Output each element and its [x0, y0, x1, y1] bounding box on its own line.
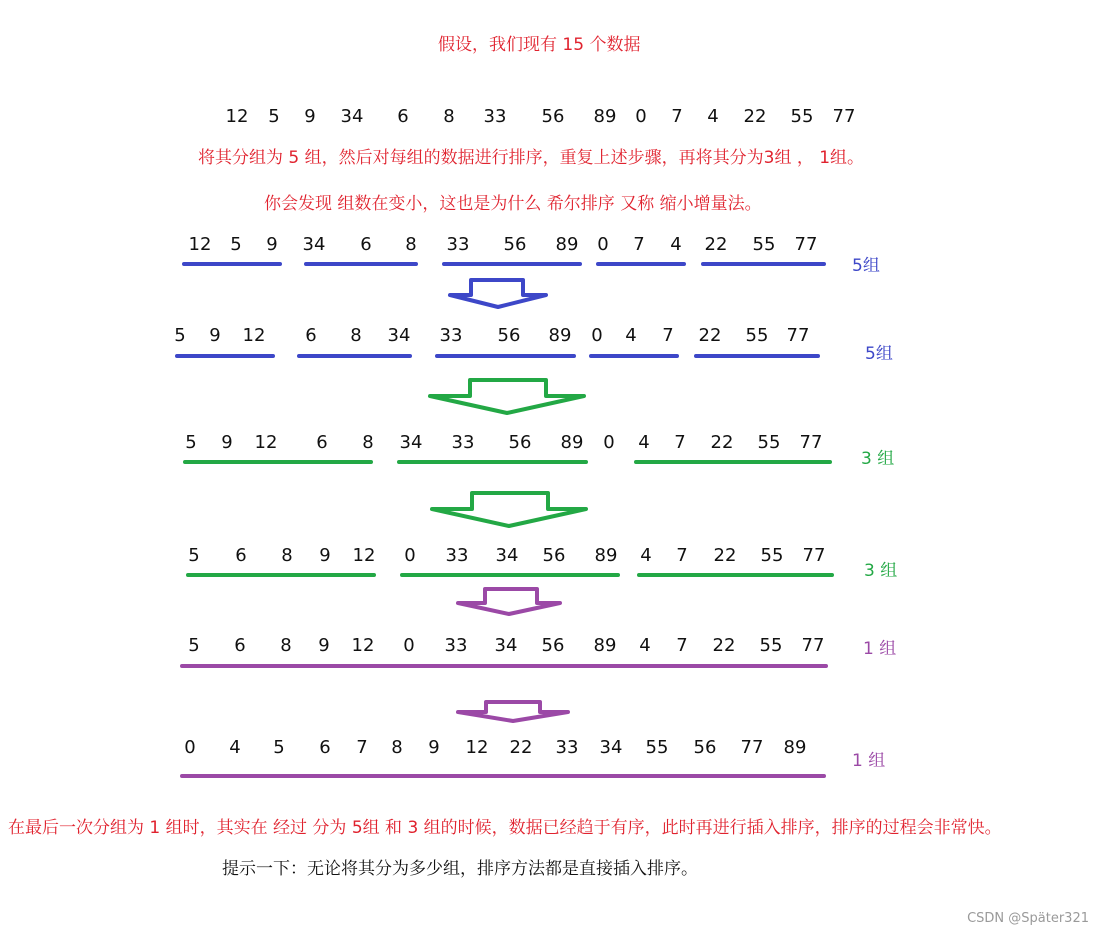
row-0-number: 9: [304, 106, 316, 127]
row-6-number: 34: [599, 737, 623, 758]
group-count-label: 1 组: [863, 639, 897, 659]
row-5-number: 22: [712, 635, 736, 656]
row-5-number: 7: [676, 635, 688, 656]
row-3-number: 6: [316, 432, 328, 453]
row-0-number: 77: [832, 106, 856, 127]
group-count-label: 1 组: [852, 751, 886, 771]
group-count-label: 3 组: [861, 449, 895, 469]
group-count-label: 3 组: [864, 561, 898, 581]
row-3-number: 56: [508, 432, 532, 453]
row-3-number: 33: [451, 432, 475, 453]
row-6-number: 7: [356, 737, 368, 758]
row-3-number: 12: [254, 432, 278, 453]
row-2-number: 0: [591, 325, 603, 346]
group-count-label: 5组: [865, 344, 893, 364]
row-0-number: 7: [671, 106, 683, 127]
row-1-number: 89: [555, 234, 579, 255]
row-0-number: 0: [635, 106, 647, 127]
row-3-number: 8: [362, 432, 374, 453]
row-6-number: 89: [783, 737, 807, 758]
row-6-number: 56: [693, 737, 717, 758]
row-1-number: 56: [503, 234, 527, 255]
row-1-number: 22: [704, 234, 728, 255]
intro-text: 假设，我们现有 15 个数据: [438, 35, 641, 55]
row-2-number: 8: [350, 325, 362, 346]
row-6-number: 22: [509, 737, 533, 758]
row-2-number: 33: [439, 325, 463, 346]
row-5-number: 6: [234, 635, 246, 656]
row-6-number: 5: [273, 737, 285, 758]
row-0-number: 34: [340, 106, 364, 127]
row-0-number: 55: [790, 106, 814, 127]
tip-text: 提示一下：无论将其分为多少组，排序方法都是直接插入排序。: [222, 859, 698, 879]
row-2-number: 56: [497, 325, 521, 346]
row-1-number: 4: [670, 234, 682, 255]
row-6-number: 0: [184, 737, 196, 758]
row-0-number: 12: [225, 106, 249, 127]
row-1-number: 5: [230, 234, 242, 255]
row-3-number: 22: [710, 432, 734, 453]
row-5-number: 34: [494, 635, 518, 656]
row-0-number: 5: [268, 106, 280, 127]
row-3-number: 34: [399, 432, 423, 453]
row-2-number: 4: [625, 325, 637, 346]
row-5-number: 56: [541, 635, 565, 656]
row-2-number: 6: [305, 325, 317, 346]
row-3-number: 0: [603, 432, 615, 453]
row-6-number: 9: [428, 737, 440, 758]
row-1-number: 9: [266, 234, 278, 255]
conclusion-text: 在最后一次分组为 1 组时，其实在 经过 分为 5组 和 3 组的时候，数据已经趋于有序，此时再进行插入排序，排序的过程会非常快。: [8, 818, 1002, 838]
row-4-number: 9: [319, 545, 331, 566]
row-4-number: 33: [445, 545, 469, 566]
row-0-number: 33: [483, 106, 507, 127]
row-2-number: 34: [387, 325, 411, 346]
row-0-number: 22: [743, 106, 767, 127]
row-1-number: 12: [188, 234, 212, 255]
row-2-number: 89: [548, 325, 572, 346]
row-0-number: 89: [593, 106, 617, 127]
row-4-number: 7: [676, 545, 688, 566]
row-6-number: 8: [391, 737, 403, 758]
row-4-number: 8: [281, 545, 293, 566]
row-5-number: 12: [351, 635, 375, 656]
description-line-2: 你会发现 组数在变小，这也是为什么 希尔排序 又称 缩小增量法。: [264, 194, 762, 214]
row-0-number: 4: [707, 106, 719, 127]
row-1-number: 33: [446, 234, 470, 255]
row-5-number: 9: [318, 635, 330, 656]
row-2-number: 22: [698, 325, 722, 346]
row-3-number: 4: [638, 432, 650, 453]
row-0-number: 8: [443, 106, 455, 127]
row-4-number: 34: [495, 545, 519, 566]
row-2-number: 5: [174, 325, 186, 346]
row-0-number: 56: [541, 106, 565, 127]
row-1-number: 0: [597, 234, 609, 255]
row-4-number: 77: [802, 545, 826, 566]
row-5-number: 5: [188, 635, 200, 656]
row-5-number: 8: [280, 635, 292, 656]
row-1-number: 77: [794, 234, 818, 255]
row-2-number: 7: [662, 325, 674, 346]
row-2-number: 9: [209, 325, 221, 346]
row-3-number: 89: [560, 432, 584, 453]
row-1-number: 55: [752, 234, 776, 255]
row-4-number: 22: [713, 545, 737, 566]
row-3-number: 9: [221, 432, 233, 453]
row-3-number: 5: [185, 432, 197, 453]
row-0-number: 6: [397, 106, 409, 127]
row-5-number: 55: [759, 635, 783, 656]
row-6-number: 6: [319, 737, 331, 758]
row-6-number: 12: [465, 737, 489, 758]
row-3-number: 55: [757, 432, 781, 453]
row-1-number: 8: [405, 234, 417, 255]
row-6-number: 4: [229, 737, 241, 758]
row-5-number: 4: [639, 635, 651, 656]
row-2-number: 77: [786, 325, 810, 346]
row-1-number: 6: [360, 234, 372, 255]
row-2-number: 55: [745, 325, 769, 346]
row-6-number: 33: [555, 737, 579, 758]
row-1-number: 34: [302, 234, 326, 255]
row-4-number: 89: [594, 545, 618, 566]
row-4-number: 12: [352, 545, 376, 566]
row-1-number: 7: [633, 234, 645, 255]
row-5-number: 89: [593, 635, 617, 656]
group-count-label: 5组: [852, 256, 880, 276]
description-line-1: 将其分组为 5 组，然后对每组的数据进行排序，重复上述步骤，再将其分为3组 ， 1组。: [198, 148, 865, 168]
row-5-number: 0: [403, 635, 415, 656]
row-4-number: 0: [404, 545, 416, 566]
row-4-number: 55: [760, 545, 784, 566]
row-4-number: 56: [542, 545, 566, 566]
watermark: CSDN @Später321: [967, 911, 1089, 926]
row-4-number: 4: [640, 545, 652, 566]
row-3-number: 77: [799, 432, 823, 453]
row-4-number: 6: [235, 545, 247, 566]
row-5-number: 77: [801, 635, 825, 656]
row-2-number: 12: [242, 325, 266, 346]
row-6-number: 55: [645, 737, 669, 758]
row-4-number: 5: [188, 545, 200, 566]
row-6-number: 77: [740, 737, 764, 758]
row-3-number: 7: [674, 432, 686, 453]
row-5-number: 33: [444, 635, 468, 656]
